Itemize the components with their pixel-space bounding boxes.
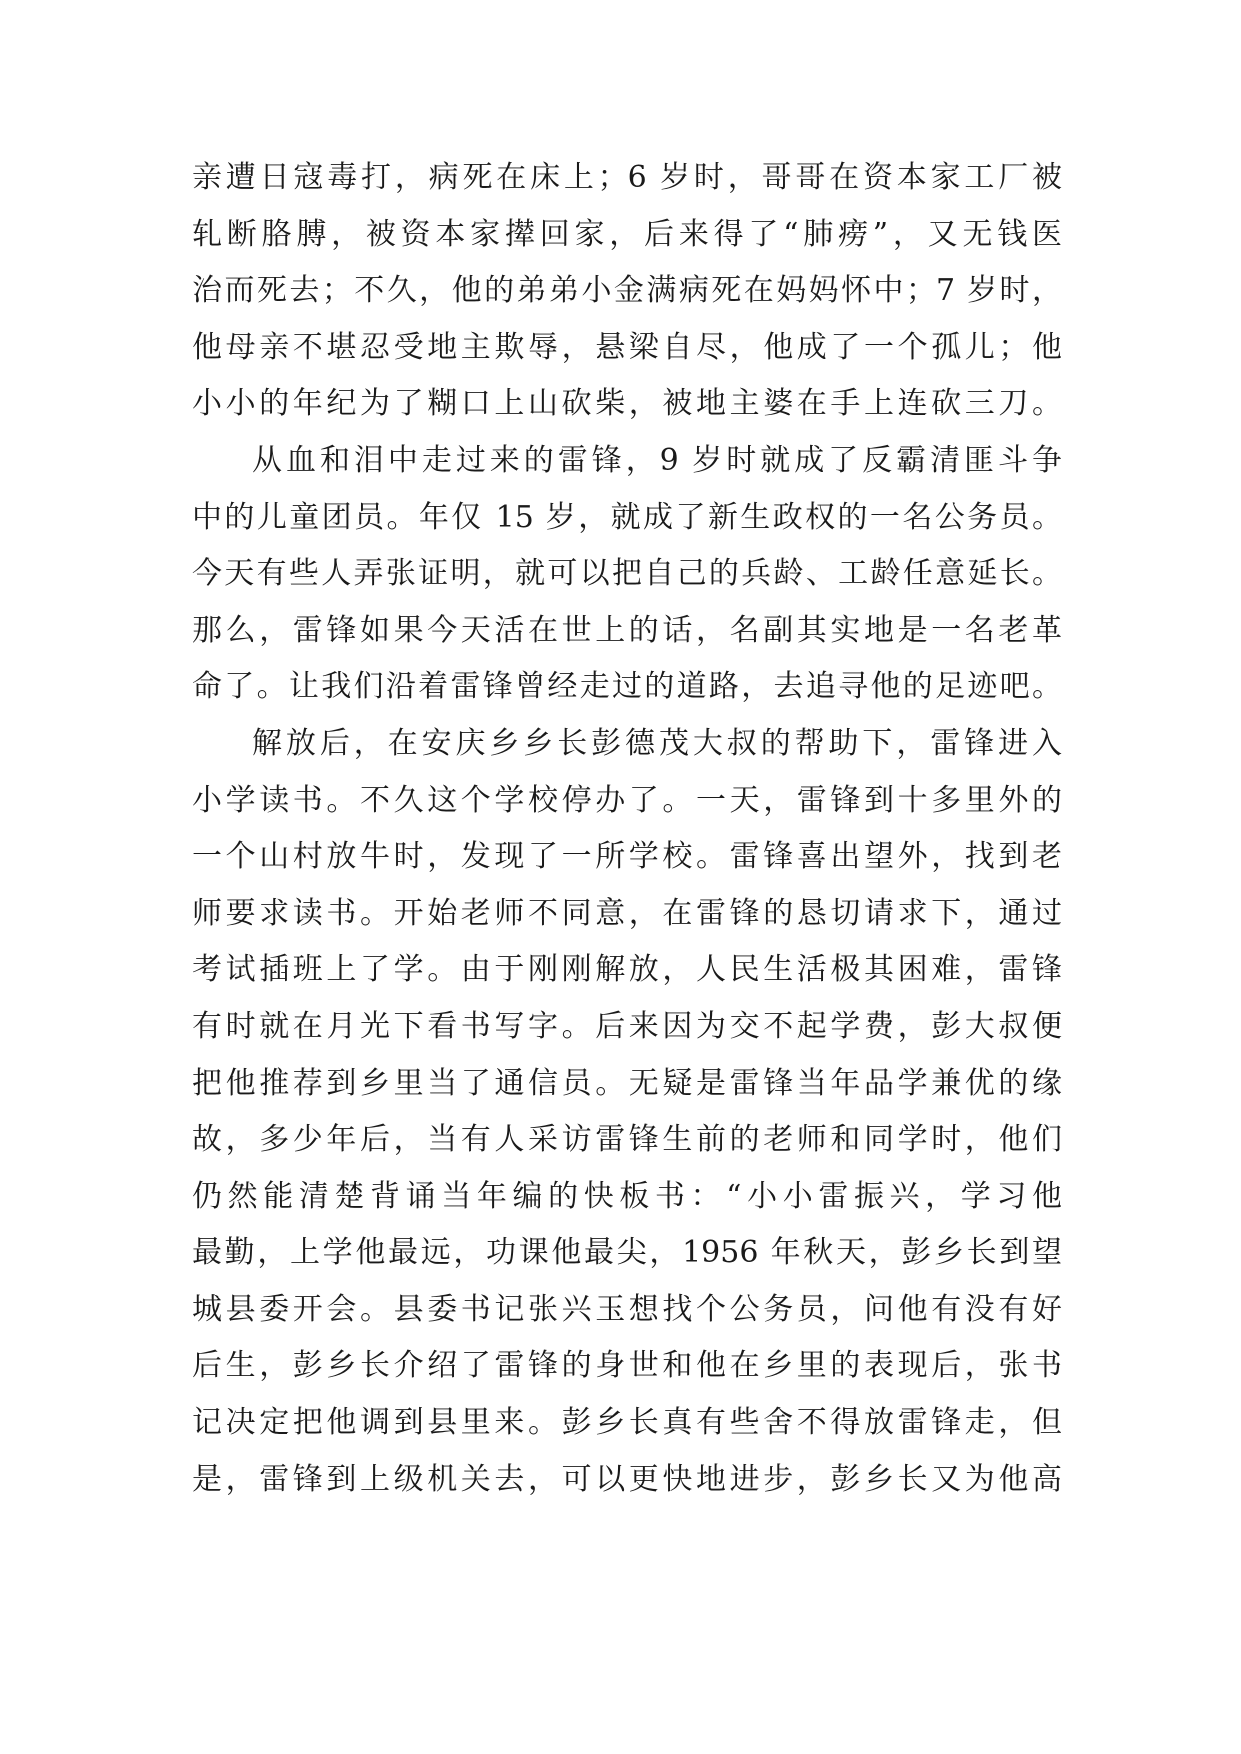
text-line: 仍然能清楚背诵当年编的快板书：“小小雷振兴，学习他 [192, 1178, 1062, 1214]
text-line: 治而死去；不久，他的弟弟小金满病死在妈妈怀中；7 岁时， [192, 273, 1062, 309]
text-line: 最勤，上学他最远，功课他最尖，1956 年秋天，彭乡长到望 [192, 1235, 1062, 1271]
text-line: 命了。让我们沿着雷锋曾经走过的道路，去追寻他的足迹吧。 [192, 669, 1062, 705]
text-line: 是，雷锋到上级机关去，可以更快地进步，彭乡长又为他高 [192, 1461, 1062, 1497]
text-line: 中的儿童团员。年仅 15 岁，就成了新生政权的一名公务员。 [192, 499, 1062, 535]
text-line: 一个山村放牛时，发现了一所学校。雷锋喜出望外，找到老 [192, 839, 1062, 875]
text-line: 城县委开会。县委书记张兴玉想找个公务员，问他有没有好 [192, 1291, 1062, 1327]
text-line: 那么，雷锋如果今天活在世上的话，名副其实地是一名老革 [192, 612, 1062, 648]
text-line: 师要求读书。开始老师不同意，在雷锋的恳切请求下，通过 [192, 895, 1062, 931]
text-line: 轧断胳膊，被资本家撵回家，后来得了“肺痨”，又无钱医 [192, 216, 1062, 252]
text-line: 解放后，在安庆乡乡长彭德茂大叔的帮助下，雷锋进入 [252, 725, 1062, 761]
text-line: 考试插班上了学。由于刚刚解放，人民生活极其困难，雷锋 [192, 952, 1062, 988]
text-line: 后生，彭乡长介绍了雷锋的身世和他在乡里的表现后，张书 [192, 1348, 1062, 1384]
text-line: 故，多少年后，当有人采访雷锋生前的老师和同学时，他们 [192, 1122, 1062, 1158]
text-line: 今天有些人弄张证明，就可以把自己的兵龄、工龄任意延长。 [192, 556, 1062, 592]
text-line: 记决定把他调到县里来。彭乡长真有些舍不得放雷锋走，但 [192, 1405, 1062, 1441]
text-line: 从血和泪中走过来的雷锋，9 岁时就成了反霸清匪斗争 [252, 442, 1062, 478]
text-line: 小学读书。不久这个学校停办了。一天，雷锋到十多里外的 [192, 782, 1062, 818]
text-line: 亲遭日寇毒打，病死在床上；6 岁时，哥哥在资本家工厂被 [192, 160, 1062, 195]
text-line: 把他推荐到乡里当了通信员。无疑是雷锋当年品学兼优的缘 [192, 1065, 1062, 1101]
text-line: 有时就在月光下看书写字。后来因为交不起学费，彭大叔便 [192, 1008, 1062, 1044]
text-line: 小小的年纪为了糊口上山砍柴，被地主婆在手上连砍三刀。 [192, 386, 1062, 422]
text-line: 他母亲不堪忍受地主欺辱，悬梁自尽，他成了一个孤儿；他 [192, 329, 1062, 365]
body-text [192, 150, 1062, 1508]
